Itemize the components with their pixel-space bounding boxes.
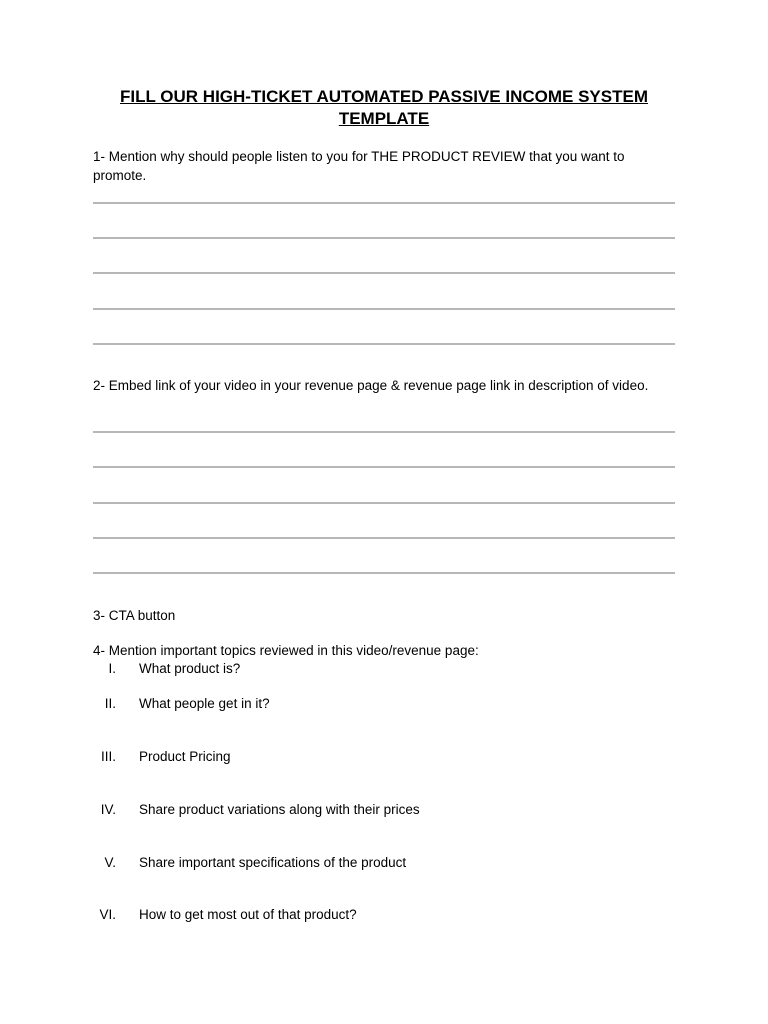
answer-line-1-3[interactable] [93,272,675,274]
answer-line-2-2[interactable] [93,466,675,468]
question-3: 3- CTA button [93,608,176,623]
topic-item: Share product variations along with their prices [139,802,420,817]
page-title: FILL OUR HIGH-TICKET AUTOMATED PASSIVE INCOME SYSTEM TEMPLATE [120,87,648,128]
question-4: 4- Mention important topics reviewed in this video/revenue page: [93,643,479,658]
answer-line-1-2[interactable] [93,237,675,239]
topic-item: What product is? [139,661,241,676]
topic-numeral: IV. [100,802,116,817]
answer-line-2-5[interactable] [93,572,675,574]
answer-line-2-1[interactable] [93,431,675,433]
answer-line-2-4[interactable] [93,537,675,539]
question-2: 2- Embed link of your video in your revenue page & revenue page link in description of video. [93,378,649,393]
topic-numeral: I. [108,661,116,676]
topic-item: How to get most out of that product? [139,907,357,922]
topic-numeral: V. [104,855,116,870]
question-1: 1- Mention why should people listen to you for THE PRODUCT REVIEW that you want to promote. [93,149,625,183]
topic-numeral: VI. [99,907,116,922]
topic-item: Share important specifications of the product [139,855,407,870]
answer-line-2-3[interactable] [93,502,675,504]
answer-line-1-4[interactable] [93,308,675,310]
topic-item: Product Pricing [139,749,231,764]
topic-numeral: III. [100,749,116,764]
answer-line-1-1[interactable] [93,202,675,204]
topic-numeral: II. [104,696,116,711]
topic-item: What people get in it? [139,696,270,711]
answer-line-1-5[interactable] [93,343,675,345]
